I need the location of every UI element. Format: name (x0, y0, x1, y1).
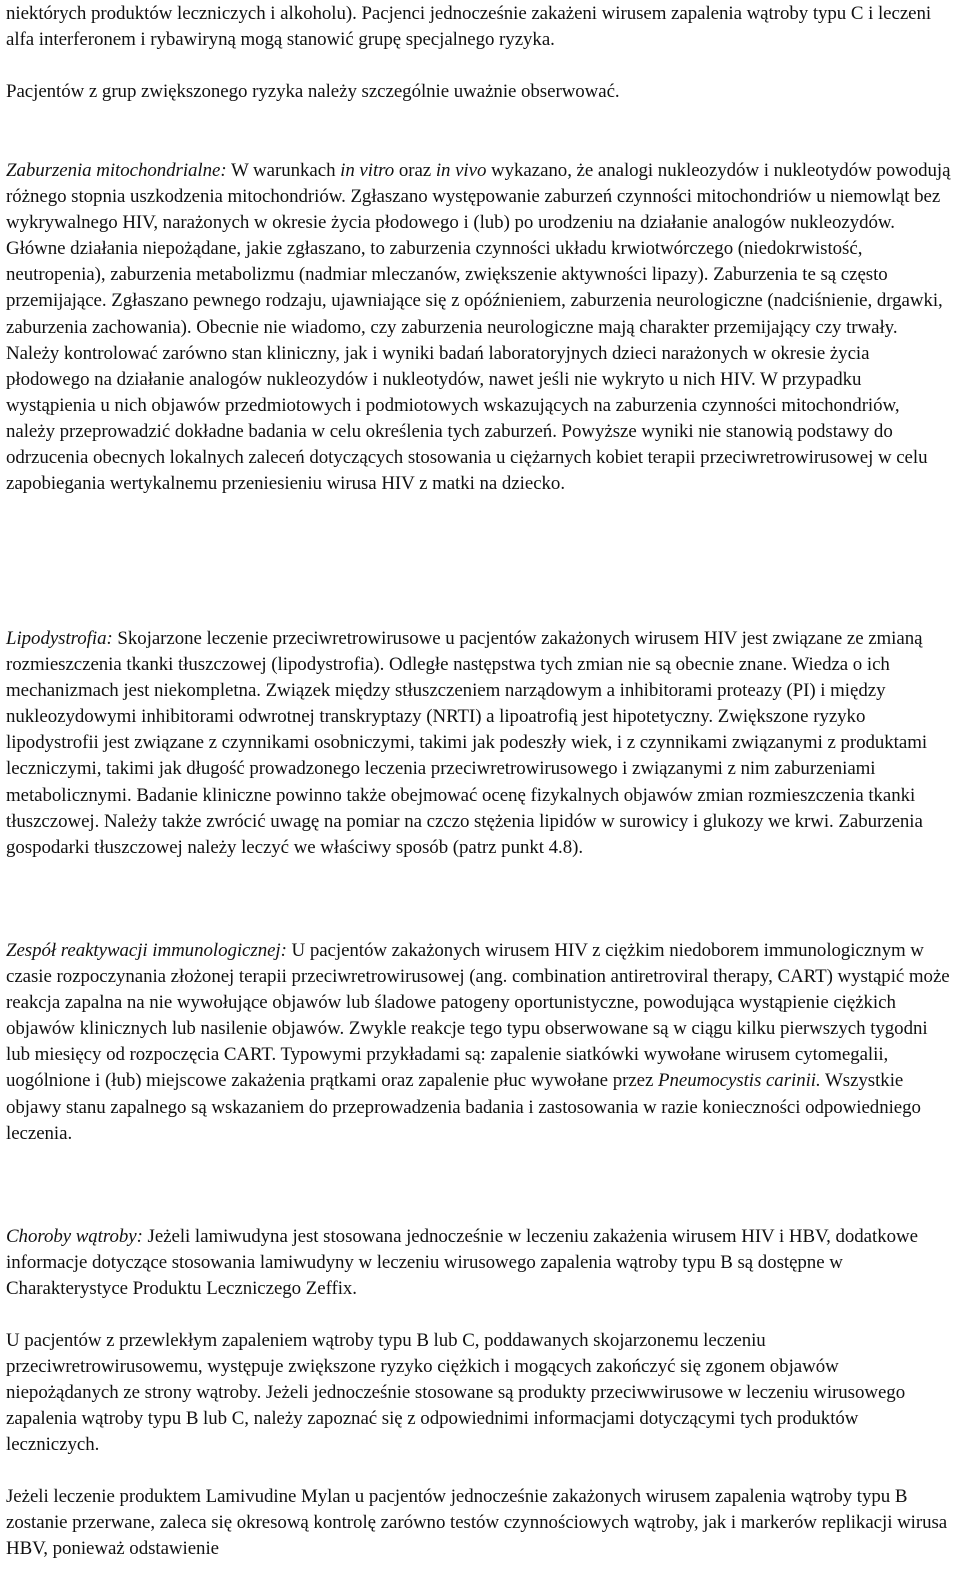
section-lead: Lipodystrofia: (6, 628, 113, 649)
paragraph-observation (6, 79, 951, 105)
paragraph-text: wykazano, że analogi nukleozydów i nukleotydów powodują różnego stopnia uszkodzenia mitochondriów. Zgłaszano występowanie zaburzeń czynności mitochondriów u niemowląt bez wykrywalnego HIV, narażonych w okresie życia płodowego i (lub) po urodzeniu na działanie analogów nukleozydów. Główne działania niepożądane, jakie zgłaszano, to zaburzenia czynności układu krwiotwórczego (niedokrwistość, neutropenia), zaburzenia metabolizmu (nadmiar mleczanów, zwiększenie aktywności lipazy). Zaburzenia te są często przemijające. Zgłaszano pewnego rodzaju, ujawniające się z opóźnieniem, zaburzenia neurologiczne (nadciśnienie, drgawki, zaburzenia zachowania). Obecnie nie wiadomo, czy zaburzenia neurologiczne mają charakter przemijający czy trwały. Należy kontrolować zarówno stan kliniczny, jak i wyniki badań laboratoryjnych dzieci narażonych w okresie życia płodowego na działanie analogów nukleozydów i nukleotydów, nawet jeśli nie wykryto u nich HIV. W przypadku wystąpienia u nich objawów przedmiotowych i podmiotowych wskazujących na zaburzenia czynności mitochondriów, należy przeprowadzić dokładne badania w celu określenia tych zaburzeń. Powyższe wyniki nie stanowią podstawy do odrzucenia obecnych lokalnych zaleceń dotyczących stosowania u ciężarnych kobiet terapii przeciwretrowirusowej w celu zapobiegania wertykalnemu przeniesieniu wirusa HIV z matki na dziecko. (6, 160, 951, 495)
paragraph-text: oraz (394, 160, 436, 181)
paragraph-chronic-hepatitis (6, 1328, 951, 1458)
paragraph-lamivudine-stop (6, 1484, 951, 1562)
section-lead: Zespół reaktywacji immunologicznej: (6, 940, 287, 961)
paragraph-text: Wszystkie objawy stanu zapalnego są wskazaniem do przeprowadzenia badania i zastosowania w razie konieczności odpowiedniego leczenia. (6, 1070, 921, 1144)
paragraph-text: niektórych produktów leczniczych i alkoholu). Pacjenci jednocześnie zakażeni wirusem zapalenia wątroby typu C i leczeni alfa interferonem i rybawiryną mogą stanowić grupę specjalnego ryzyka. (6, 3, 932, 51)
latin-term: in vivo (435, 160, 487, 181)
section-lead: Zaburzenia mitochondrialne: (6, 160, 227, 181)
paragraph-text: U pacjentów zakażonych wirusem HIV z ciężkim niedoborem immunologicznym w czasie rozpoczynania złożonej terapii przeciwretrowirusowej (ang. combination antiretroviral therapy, CART) wystąpić może reakcja zapalna na nie wywołujące objawów lub śladowe patogeny oportunistyczne, powodująca wystąpienie ciężkich objawów klinicznych lub nasilenie objawów. Zwykle reakcje tego typu obserwowane są w ciągu kilku pierwszych tygodni lub miesięcy od rozpoczęcia CART. Typowymi przykładami są: zapalenie siatkówki wywołane wirusem cytomegalii, uogólnione i (łub) miejscowe zakażenia prątkami oraz zapalenie płuc wywołane przez (6, 940, 950, 1092)
paragraph-text: Jeżeli leczenie produktem Lamivudine Mylan u pacjentów jednocześnie zakażonych wirusem zapalenia wątroby typu B zostanie przerwane, zaleca się okresową kontrolę zarówno testów czynnościowych wątroby, jak i markerów replikacji wirusa HBV, ponieważ odstawienie (6, 1486, 948, 1560)
paragraph-text: Jeżeli lamiwudyna jest stosowana jednocześnie w leczeniu zakażenia wirusem HIV i HBV, dodatkowe informacje dotyczące stosowania lamiwudyny w leczeniu wirusowego zapalenia wątroby typu B są dostępne w Charakterystyce Produktu Leczniczego Zeffix. (6, 1226, 918, 1300)
paragraph-text: Skojarzone leczenie przeciwretrowirusowe u pacjentów zakażonych wirusem HIV jest związane ze zmianą rozmieszczenia tkanki tłuszczowej (lipodystrofia). Odległe następstwa tych zmian nie są obecnie znane. Wiedza o ich mechanizmach jest niekompletna. Związek między stłuszczeniem narządowym a inhibitorami proteazy (PI) i między nukleozydowymi inhibitorami odwrotnej transkryptazy (NRTI) a lipoatrofią jest hipotetyczny. Zwiększone ryzyko lipodystrofii jest związane z czynnikami osobniczymi, takimi jak podeszły wiek, i z czynnikami związanymi z produktami leczniczymi, takimi jak długość prowadzonego leczenia przeciwretrowirusowego i związanymi z nim zaburzeniami metabolicznymi. Badanie kliniczne powinno także obejmować ocenę fizykalnych objawów zmian rozmieszczenia tkanki tłuszczowej. Należy także zwrócić uwagę na pomiar na czczo stężenia lipidów w surowicy i glukozy we krwi. Zaburzenia gospodarki tłuszczowej należy leczyć we właściwy sposób (patrz punkt 4.8). (6, 628, 928, 858)
paragraph-text: Pacjentów z grup zwiększonego ryzyka należy szczególnie uważnie obserwować. (6, 81, 620, 102)
paragraph-immune-reactivation (6, 938, 951, 1147)
paragraph-mitochondrial (6, 158, 951, 497)
latin-term: in vitro (340, 160, 395, 181)
paragraph-lipodystrophy (6, 626, 951, 861)
paragraph-text: U pacjentów z przewlekłym zapaleniem wątroby typu B lub C, poddawanych skojarzonemu leczeniu przeciwretrowirusowemu, występuje zwiększone ryzyko ciężkich i mogących zakończyć się zgonem objawów niepożądanych ze strony wątroby. Jeżeli jednocześnie stosowane są produkty przeciwwirusowe w leczeniu wirusowego zapalenia wątroby typu B lub C, należy zapoznać się z odpowiednimi informacjami dotyczącymi tych produktów leczniczych. (6, 1330, 906, 1456)
paragraph-continuation (6, 1, 951, 53)
latin-term: Pneumocystis carinii. (658, 1070, 821, 1092)
paragraph-liver-disease (6, 1224, 951, 1302)
section-lead: Choroby wątroby: (6, 1226, 143, 1247)
paragraph-text: W warunkach (226, 160, 341, 181)
